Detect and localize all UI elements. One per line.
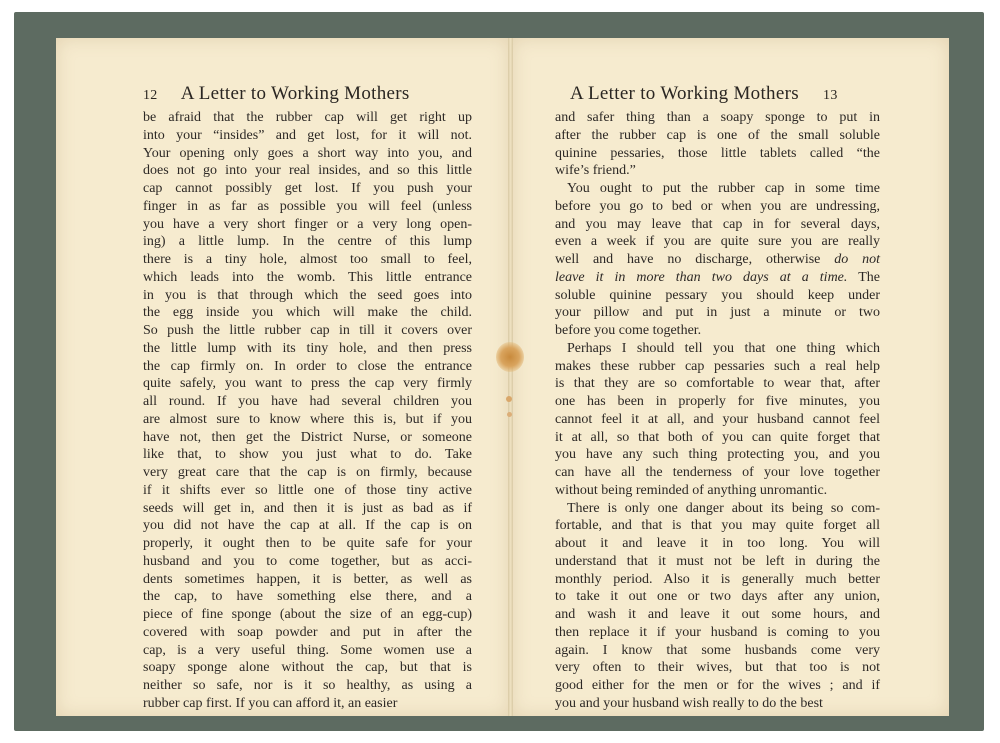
text-line: be afraid that the rubber cap will get right up [143, 110, 472, 125]
text-line: There is only one danger about its being so com- [567, 500, 880, 516]
text-line: without being reminded of anything unromantic. [555, 482, 828, 498]
text-line: properly, it ought then to be quite safe for your [143, 536, 472, 551]
text-line: before you come together. [555, 323, 702, 338]
text-line: Perhaps I should tell you that one thing which [567, 340, 880, 356]
text-line: understand that it must not be left in during the [555, 553, 880, 569]
text-line-segment: The [858, 269, 880, 285]
right-page-text [555, 109, 880, 713]
text-line: you have a very short finger or a very long open- [143, 216, 472, 232]
italic-emphasis: leave it in more than two days at a time. [555, 269, 848, 285]
text-line: one has been in properly for five minutes, you [555, 394, 880, 409]
left-running-title: A Letter to Working Mothers [180, 83, 410, 104]
text-line: ing) a little lump. In the centre of this lump [143, 234, 472, 250]
text-line: neither so safe, nor is it so healthy, as using a [143, 678, 472, 693]
text-line: and you may leave that cap in for several days, [555, 216, 880, 232]
text-line: monthly period. Also it is generally much better [555, 571, 880, 587]
text-line: it at all, so that both of you can quite forget that [555, 429, 880, 445]
text-line: piece of fine sponge (about the size of an egg-cup) [143, 607, 472, 622]
text-line: which leads into the womb. This little entrance [143, 269, 472, 285]
text-line: the cap, to have something else there, and a [143, 589, 472, 605]
stain-mark [496, 342, 524, 372]
text-line: you and your husband wish really to do the best [555, 695, 823, 711]
text-line: makes these rubber cap pessaries such a real help [555, 358, 880, 374]
text-line: rubber cap first. If you can afford it, an easier [143, 695, 398, 711]
text-line: is that they are so comfortable to wear that, after [555, 376, 880, 392]
text-line: and wash it and leave it out some hours, and [555, 607, 880, 622]
left-running-head [143, 80, 410, 108]
text-line: the egg inside you which will make the child. [143, 305, 472, 321]
text-line: good either for the men or for the wives ; and if [555, 678, 880, 693]
text-line: your pillow and put in just a minute or two [555, 305, 880, 321]
text-line: cap, is a very useful thing. Some women use a [143, 642, 472, 658]
text-line: Your opening only goes a short way into you, and [143, 145, 472, 161]
text-line: finger in as far as possible you will feel (unless [143, 198, 472, 214]
text-line: does not go into your real insides, and so this little [143, 163, 472, 179]
text-line: again. I know that some husbands come very [555, 642, 880, 658]
text-line: have not, then get the District Nurse, or someone [143, 429, 472, 445]
right-running-head [570, 80, 838, 108]
text-line: even a week if you are quite sure you are really [555, 234, 880, 250]
text-line: the cap firmly on. In order to close the entrance [143, 358, 472, 374]
text-line: to take it out one or two days after any union, [555, 589, 880, 605]
text-line: all round. If you have had several children you [143, 394, 472, 409]
right-page-number: 13 [823, 88, 838, 103]
text-line: quite safely, you want to press the cap very firmly [143, 376, 472, 392]
text-line: wife’s friend.” [555, 163, 636, 179]
book-gutter [508, 38, 513, 716]
text-line: soluble quinine pessary you should keep under [555, 287, 880, 303]
text-line: and safer thing than a soapy sponge to put in [555, 110, 880, 125]
stain-dot [507, 412, 512, 417]
text-line: are almost sure to know where this is, but if you [143, 411, 472, 427]
right-running-title: A Letter to Working Mothers [570, 83, 799, 104]
text-line: very great care that the cap is on firmly, because [143, 465, 472, 480]
text-line: about it and leave it in too long. You will [555, 536, 880, 551]
text-line: if it shifts ever so little one of those tiny active [143, 482, 472, 498]
text-line: soapy sponge alone without the cap, but that is [143, 660, 472, 676]
text-line: cap cannot possibly get lost. If you push your [143, 181, 472, 196]
text-line [555, 251, 880, 269]
text-line: fortable, and that is that you may quite forget all [555, 518, 880, 534]
text-line: then replace it if your husband is coming to you [555, 624, 880, 640]
text-line: You ought to put the rubber cap in some time [567, 181, 880, 196]
text-line: before you go to bed or when you are undressing, [555, 198, 880, 214]
text-line: you have any such thing protecting you, and you [555, 447, 880, 463]
text-line: the little lump with its tiny hole, and then press [143, 340, 472, 356]
italic-emphasis: do not [834, 252, 881, 267]
text-line: like that, to show you just what to do. Take [143, 447, 472, 463]
text-line: after the rubber cap is one of the small soluble [555, 127, 880, 143]
text-line: cannot feel it at all, and your husband cannot feel [555, 411, 880, 427]
text-line: you did not have the cap at all. If the cap is on [143, 518, 472, 534]
text-line: can have all the tenderness of your love together [555, 465, 880, 480]
text-line: husband and you to come together, but as acci- [143, 553, 472, 569]
text-line [555, 269, 880, 287]
text-line: dents sometimes happen, it is better, as well as [143, 571, 472, 587]
text-line: seeds will get in, and then it is just as bad as if [143, 500, 472, 516]
text-line: into your “insides” and get lost, for it will not. [143, 127, 472, 143]
text-line: So push the little rubber cap in till it covers over [143, 323, 472, 338]
text-line: very often to their wives, but that too is not [555, 660, 880, 676]
left-page-number: 12 [143, 88, 158, 103]
text-line: covered with soap powder and put in after the [143, 624, 472, 640]
text-line: there is a tiny hole, almost too small to feel, [143, 252, 472, 267]
left-page-text [143, 109, 472, 713]
text-line: quinine pessaries, those little tablets called “the [555, 145, 880, 161]
text-line: in you is that through which the seed goes into [143, 287, 472, 303]
stain-dot [506, 396, 512, 402]
text-line-segment: well and have no discharge, otherwise [555, 252, 821, 267]
